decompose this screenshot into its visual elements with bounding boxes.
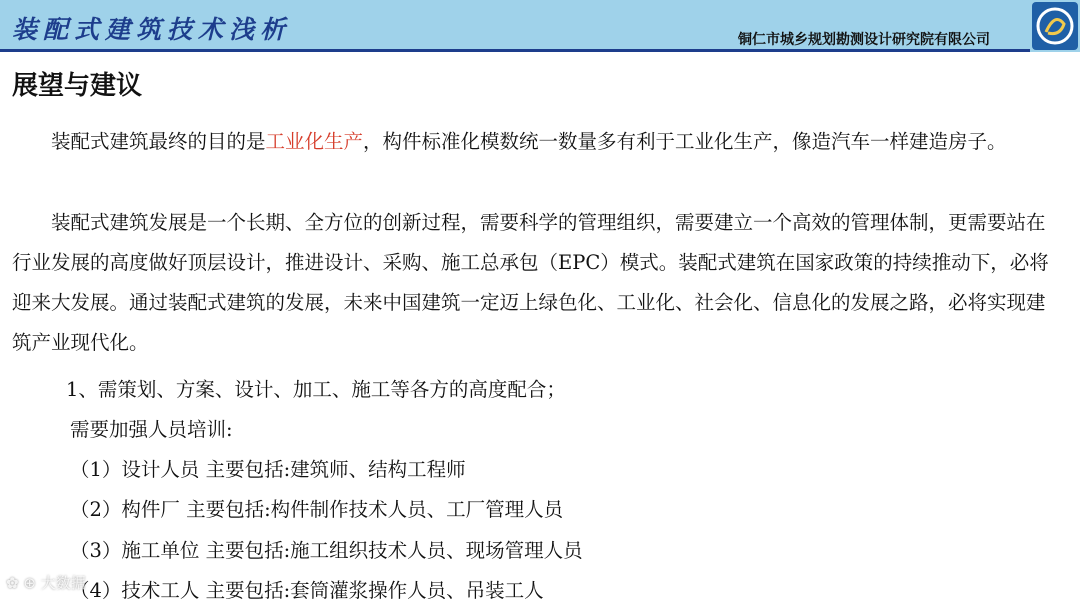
training-item-factory: （2）构件厂 主要包括:构件制作技术人员、工厂管理人员 [70,498,564,521]
watermark [6,572,86,593]
section-heading: 展望与建议 [12,71,143,101]
paragraph-goal [12,122,1060,162]
organization-name: 铜仁市城乡规划勘测设计研究院有限公司 [738,32,990,48]
training-item-construction: （3）施工单位 主要包括:施工组织技术人员、现场管理人员 [70,539,583,562]
organization-logo [1032,2,1078,50]
watermark-text: 大数据 [40,574,86,592]
paragraph-goal-rest: ，构件标准化模数统一数量多有利于工业化生产，像造汽车一样建造房子。 [363,130,1007,153]
list-item-coordination: 1、需策划、方案、设计、加工、施工等各方的高度配合； [66,378,566,401]
watermark-icon: ✿ ⊕ [6,574,41,592]
paragraph-goal-lead: 装配式建筑最终的目的是 [51,130,266,153]
header-bar [0,0,1080,52]
header-divider [0,49,1030,52]
training-item-workers: （4）技术工人 主要包括:套筒灌浆操作人员、吊装工人 [70,579,544,602]
training-intro: 需要加强人员培训: [70,418,233,441]
presentation-title: 装配式建筑技术浅析 [12,15,292,44]
paragraph-development: 装配式建筑发展是一个长期、全方位的创新过程，需要科学的管理组织，需要建立一个高效的管理体制，更需要站在行业发展的高度做好顶层设计，推进设计、采购、施工总承包（EPC）模式。装配式建筑在国家政策的持续推动下，必将迎来大发展。通过装配式建筑的发展，未来中国建筑一定迈上绿色化、工业化、社会化、信息化的发展之路，必将实现建筑产业现代化。 [12,211,1049,354]
training-item-designers: （1）设计人员 主要包括:建筑师、结构工程师 [70,458,466,481]
highlight-industrial-production: 工业化生产 [265,130,364,153]
logo-icon [1032,2,1078,50]
